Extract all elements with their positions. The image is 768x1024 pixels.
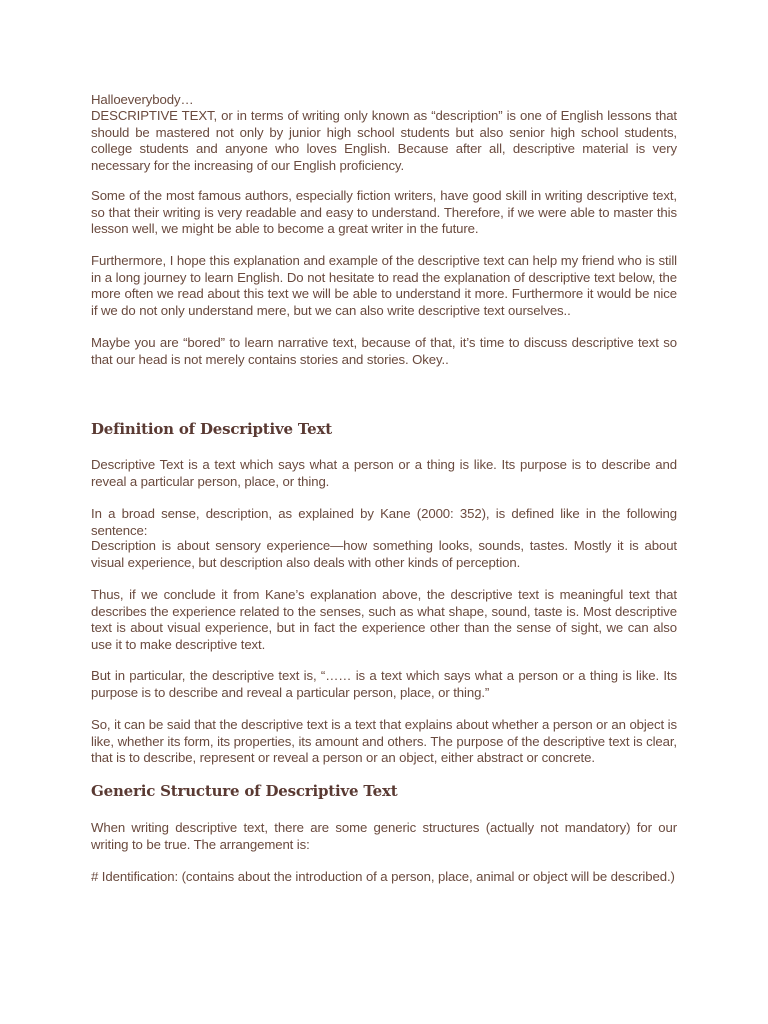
definition-paragraph-5: So, it can be said that the descriptive text is a text that explains about whether a person or an object is like, whether its form, its properties, its amount and others. The purpose of the descriptive text is clear, that is to describe, represent or reveal a person or an object, either abstract or concrete. xyxy=(91,717,677,766)
definition-quote: Description is about sensory experience—how something looks, sounds, tastes. Mostly it is about visual experience, but description also deals with other kinds of perception. xyxy=(91,538,677,570)
structure-paragraph-1: When writing descriptive text, there are some generic structures (actually not mandatory) for our writing to be true. The arrangement is: xyxy=(91,820,677,852)
definition-paragraph-1: Descriptive Text is a text which says what a person or a thing is like. Its purpose is to describe and reveal a particular person, place, or thing. xyxy=(91,457,677,489)
definition-paragraph-2: In a broad sense, description, as explained by Kane (2000: 352), is defined like in the following sentence: xyxy=(91,506,677,538)
intro-paragraph-3: Furthermore, I hope this explanation and example of the descriptive text can help my friend who is still in a long journey to learn English. Do not hesitate to read the explanation of descriptive text below, the more often we read about this text we will be able to understand it more. Furthermore it would be nice if we do not only understand mere, but we can also write descriptive text ourselves.. xyxy=(91,253,677,318)
intro-paragraph-2: Some of the most famous authors, especially fiction writers, have good skill in writing descriptive text, so that their writing is very readable and easy to understand. Therefore, if we were able to master this lesson well, we might be able to become a great writer in the future. xyxy=(91,188,677,237)
intro-paragraph-4: Maybe you are “bored” to learn narrative text, because of that, it’s time to discuss descriptive text so that our head is not merely contains stories and stories. Okey.. xyxy=(91,335,677,367)
intro-greeting: Halloeverybody… xyxy=(91,92,194,107)
structure-item-identification: # Identification: (contains about the introduction of a person, place, animal or object will be described.) xyxy=(91,869,675,884)
intro-paragraph-1: DESCRIPTIVE TEXT, or in terms of writing only known as “description” is one of English lessons that should be mastered not only by junior high school students but also senior high school students, college students and anyone who loves English. Because after all, descriptive material is very necessary for the increasing of our English proficiency. xyxy=(91,108,677,173)
definition-paragraph-3: Thus, if we conclude it from Kane’s explanation above, the descriptive text is meaningful text that describes the experience related to the senses, such as what shape, sound, taste is. Most descriptive text is about visual experience, but in fact the experience other than the sense of sight, we can also use it to make descriptive text. xyxy=(91,587,677,652)
definition-heading: Definition of Descriptive Text xyxy=(91,420,332,438)
structure-heading: Generic Structure of Descriptive Text xyxy=(91,782,398,800)
definition-paragraph-4: But in particular, the descriptive text is, “…… is a text which says what a person or a thing is like. Its purpose is to describe and reveal a particular person, place, or thing.” xyxy=(91,668,677,700)
